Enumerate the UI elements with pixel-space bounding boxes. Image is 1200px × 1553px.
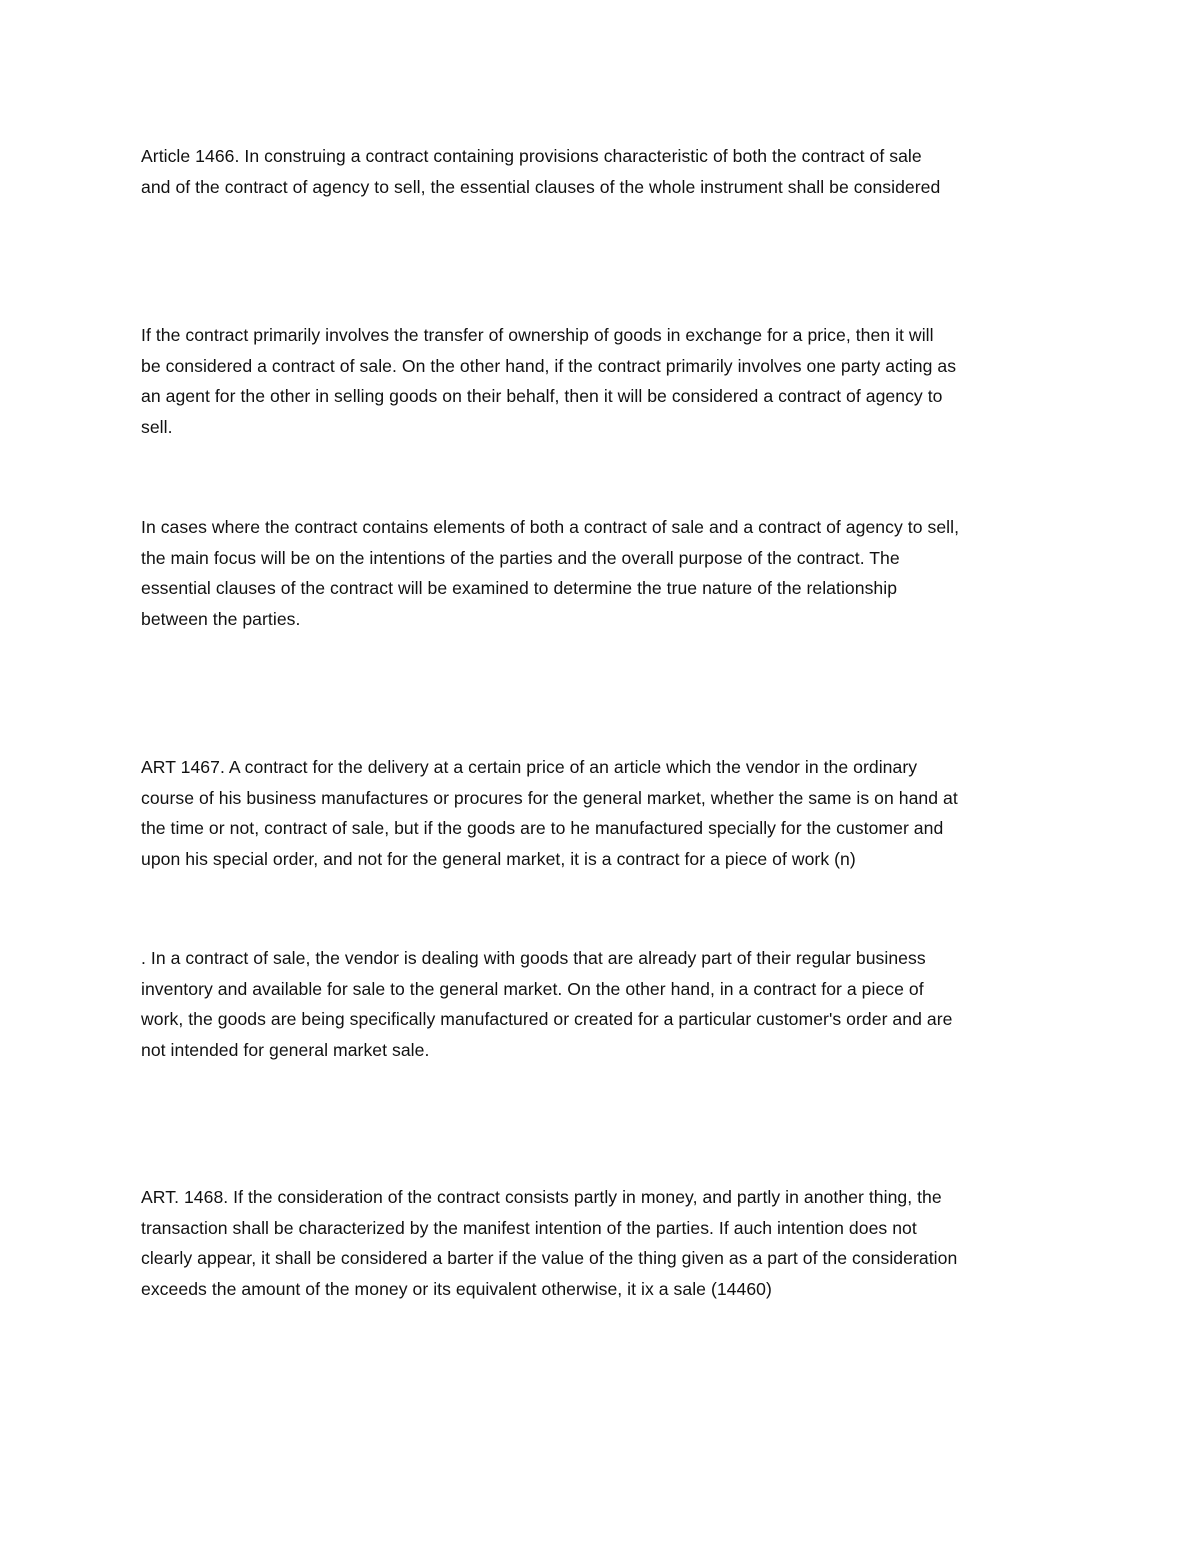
- text-line: an agent for the other in selling goods on their behalf, then it will be considered a contract of agency to: [141, 386, 943, 407]
- paragraph-mixed-elements: [141, 512, 1066, 634]
- text-line: inventory and available for sale to the general market. On the other hand, in a contract for a piece of: [141, 978, 924, 999]
- text-line: If the contract primarily involves the transfer of ownership of goods in exchange for a price, then it will: [141, 325, 934, 345]
- text-line: clearly appear, it shall be considered a barter if the value of the thing given as a part of the consideration: [141, 1248, 958, 1269]
- text-line: sell.: [141, 416, 173, 437]
- text-line: . In a contract of sale, the vendor is dealing with goods that are already part of their regular business: [141, 948, 926, 968]
- text-line: and of the contract of agency to sell, the essential clauses of the whole instrument shall be considered: [141, 176, 941, 197]
- text-line: be considered a contract of sale. On the other hand, if the contract primarily involves one party acting as: [141, 355, 957, 376]
- text-line: the main focus will be on the intentions of the parties and the overall purpose of the contract. The: [141, 547, 900, 568]
- text-line: Article 1466. In construing a contract containing provisions characteristic of both the contract of sale: [141, 146, 922, 166]
- paragraph-article-1467: [141, 752, 1066, 874]
- text-line: between the parties.: [141, 608, 301, 629]
- text-line: essential clauses of the contract will be examined to determine the true nature of the relationship: [141, 578, 898, 599]
- text-line: transaction shall be characterized by the manifest intention of the parties. If auch intention does not: [141, 1217, 917, 1238]
- paragraph-sale-vs-agency: [141, 320, 1066, 442]
- text-line: ART 1467. A contract for the delivery at a certain price of an article which the vendor in the ordinary: [141, 757, 918, 777]
- text-line: course of his business manufactures or procures for the general market, whether the same is on hand at: [141, 787, 958, 808]
- text-line: the time or not, contract of sale, but if the goods are to he manufactured specially for the customer and: [141, 818, 944, 839]
- text-line: not intended for general market sale.: [141, 1039, 430, 1060]
- paragraph-article-1466: [141, 141, 1066, 202]
- text-line: In cases where the contract contains elements of both a contract of sale and a contract of agency to sell,: [141, 517, 960, 537]
- text-line: exceeds the amount of the money or its equivalent otherwise, it ix a sale (14460): [141, 1278, 772, 1299]
- paragraph-sale-vs-piece-of-work: [141, 943, 1066, 1065]
- text-line: ART. 1468. If the consideration of the contract consists partly in money, and partly in another thing, the: [141, 1187, 942, 1207]
- text-line: work, the goods are being specifically manufactured or created for a particular customer's order and are: [141, 1009, 953, 1030]
- text-line: upon his special order, and not for the general market, it is a contract for a piece of work (n): [141, 848, 856, 869]
- paragraph-article-1468: [141, 1182, 1066, 1304]
